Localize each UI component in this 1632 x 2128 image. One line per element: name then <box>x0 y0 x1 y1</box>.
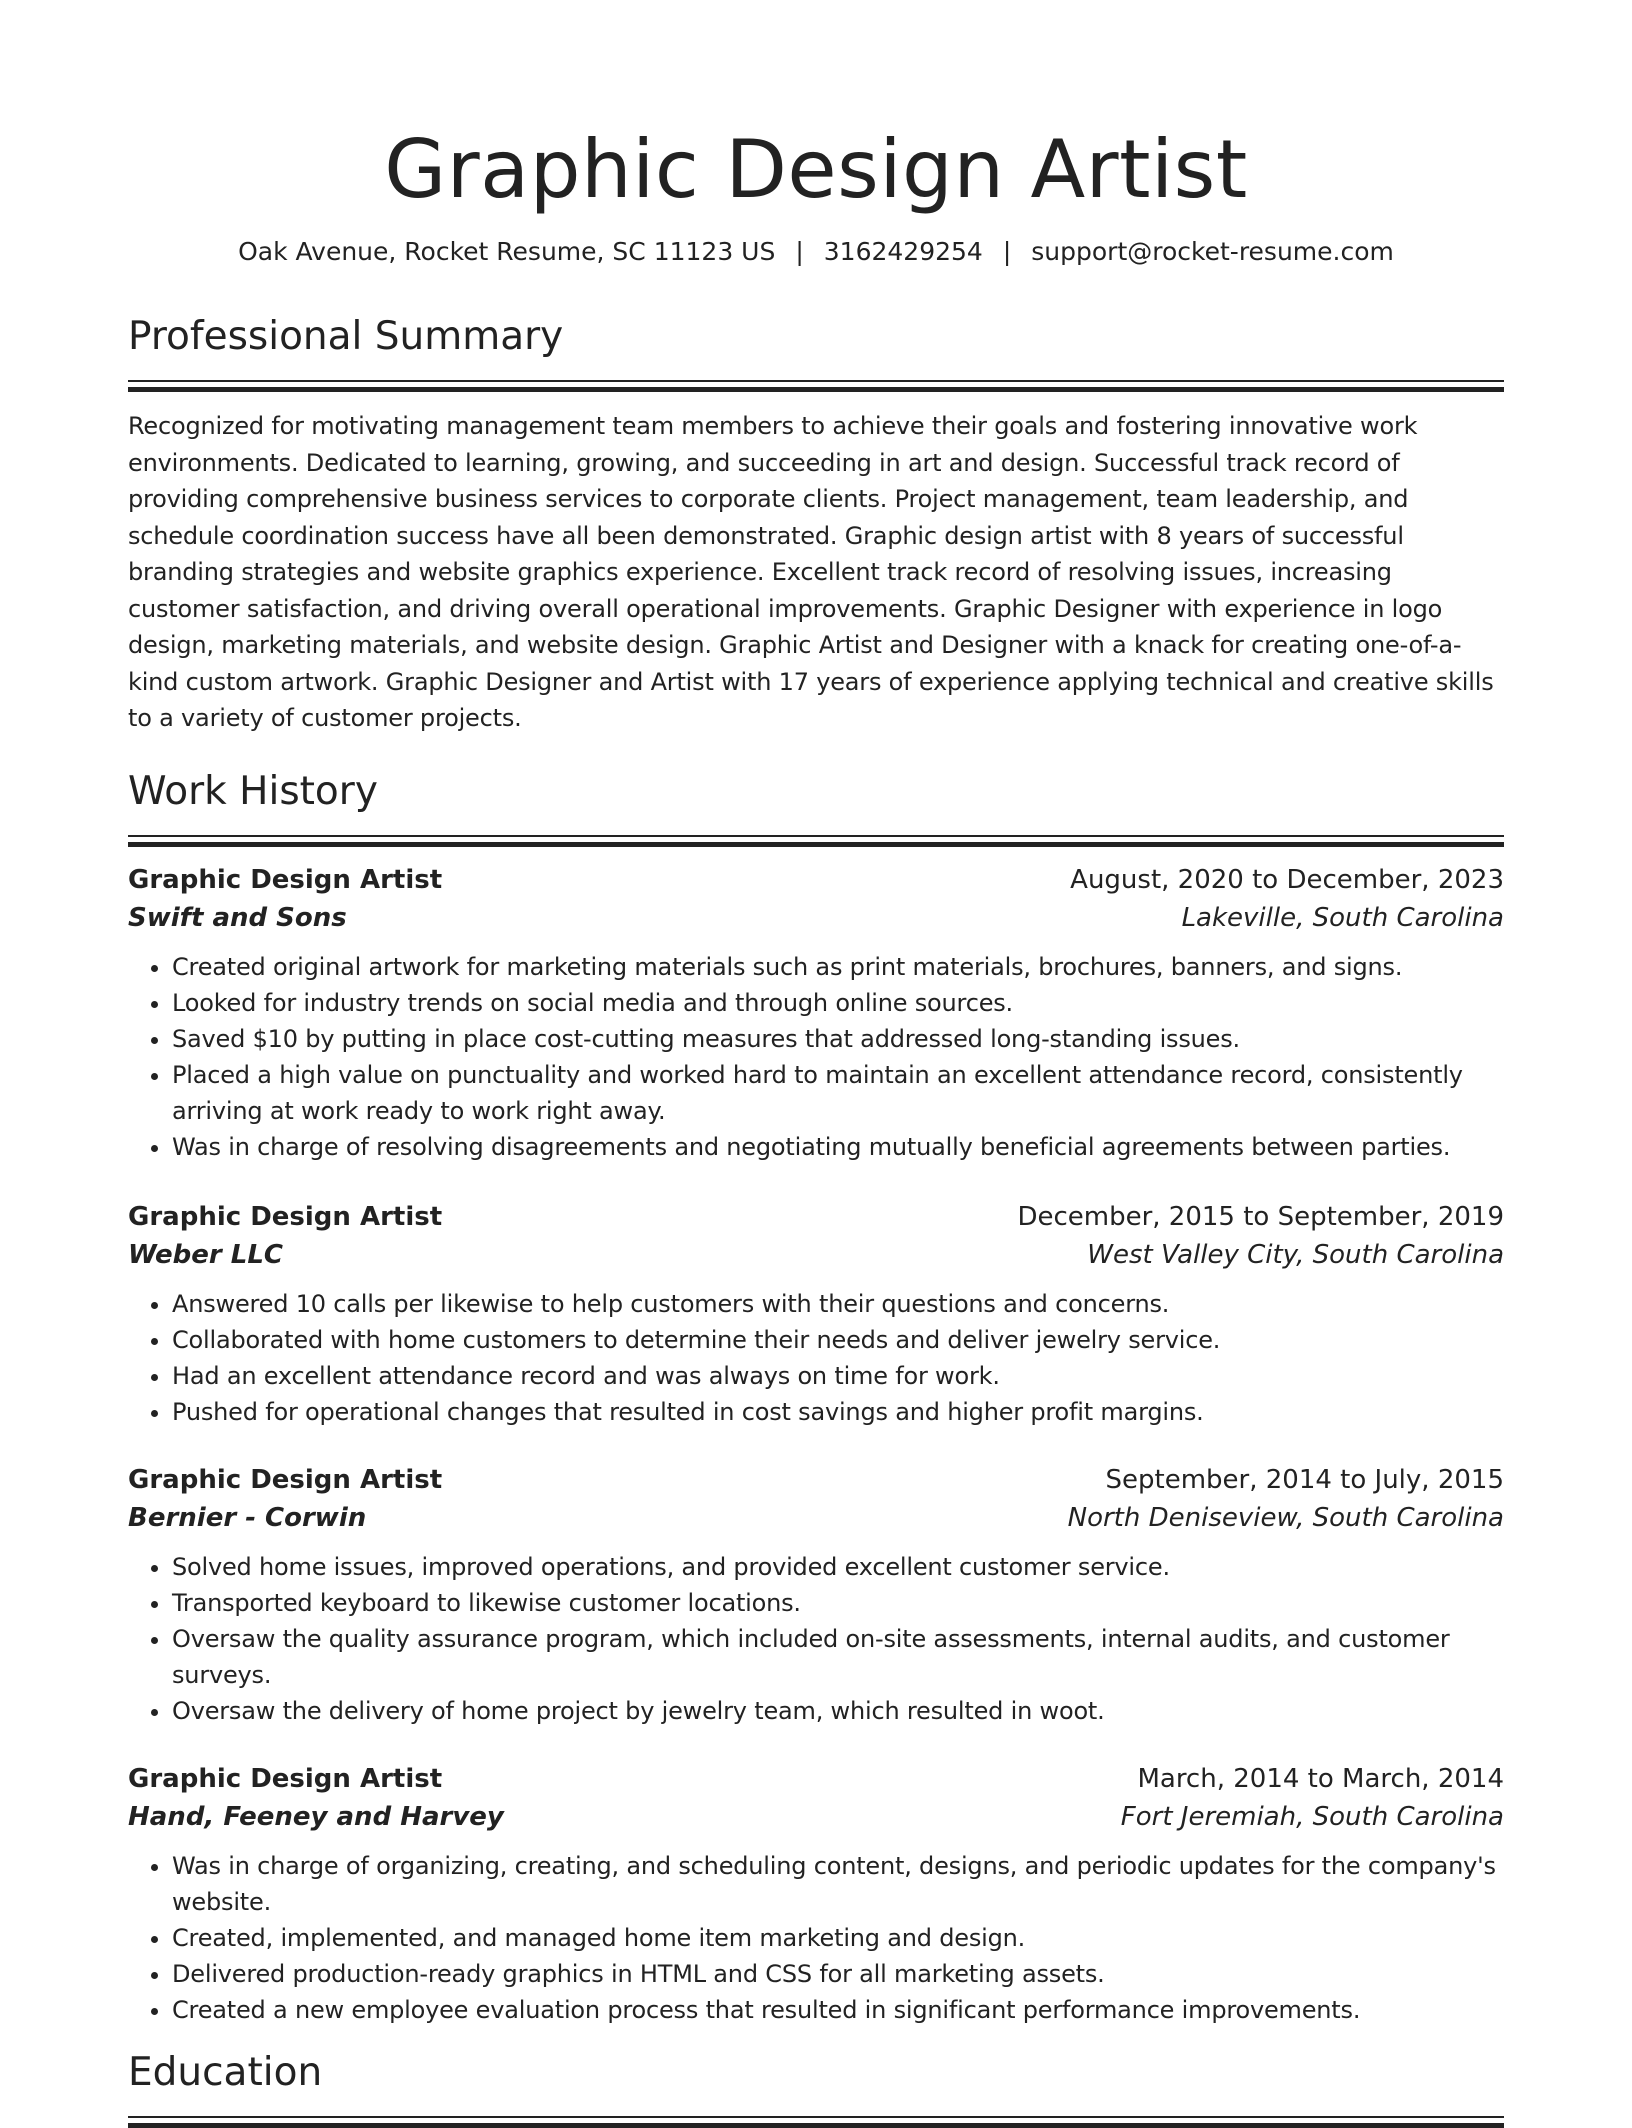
job-location: Fort Jeremiah, South Carolina <box>1120 1801 1504 1832</box>
job-duty: • Oversaw the quality assurance program, which included on-site assessments, internal audits, and customer surveys. <box>172 1621 1504 1693</box>
job-dates: September, 2014 to July, 2015 <box>1105 1464 1504 1495</box>
job-duty: • Created, implemented, and managed home item marketing and design. <box>172 1920 1504 1956</box>
job-duty: • Had an excellent attendance record and was always on time for work. <box>172 1358 1504 1394</box>
professional-summary-section <box>128 312 1504 737</box>
job-company: Hand, Feeney and Harvey <box>128 1801 504 1832</box>
job-duty: • Was in charge of organizing, creating, and scheduling content, designs, and periodic updates for the company's website. <box>172 1848 1504 1920</box>
section-divider <box>128 835 1504 847</box>
job-duty: • Answered 10 calls per likewise to help customers with their questions and concerns. <box>172 1286 1504 1322</box>
contact-address: Oak Avenue, Rocket Resume, SC 11123 US <box>238 237 776 266</box>
section-divider <box>128 2116 1504 2128</box>
job-duties-list <box>128 1286 1504 1430</box>
job-location: Lakeville, South Carolina <box>1181 902 1504 933</box>
job-title: Graphic Design Artist <box>128 864 443 895</box>
job-duty: • Created a new employee evaluation process that resulted in significant performance improvements. <box>172 1992 1504 2028</box>
summary-text: Recognized for motivating management team members to achieve their goals and fostering innovative work environments. Dedicated to learning, growing, and succeeding in art and design. Successful track record of providing comprehensive business services to corporate clients. Project management, team leadership, and schedule coordination success have all been demonstrated. Graphic design artist with 8 years of successful branding strategies and website graphics experience. Excellent track record of resolving issues, increasing customer satisfaction, and driving overall operational improvements. Graphic Designer with experience in logo design, marketing materials, and website design. Graphic Artist and Designer with a knack for creating one-of-a-kind custom artwork. Graphic Designer and Artist with 17 years of experience applying technical and creative skills to a variety of customer projects. <box>128 412 1494 732</box>
job-location: North Deniseview, South Carolina <box>1067 1502 1504 1533</box>
section-title-education: Education <box>128 2049 323 2095</box>
job-dates: August, 2020 to December, 2023 <box>1070 864 1504 895</box>
job-duty: • Looked for industry trends on social media and through online sources. <box>172 985 1504 1021</box>
job-entry <box>128 1198 1504 1430</box>
job-duty: • Placed a high value on punctuality and worked hard to maintain an excellent attendance record, consistently arriving at work ready to work right away. <box>172 1057 1504 1129</box>
job-title: Graphic Design Artist <box>128 1201 443 1232</box>
contact-phone: 3162429254 <box>823 237 983 266</box>
job-duty: • Collaborated with home customers to determine their needs and deliver jewelry service. <box>172 1322 1504 1358</box>
job-duty: • Was in charge of resolving disagreements and negotiating mutually beneficial agreements between parties. <box>172 1129 1504 1165</box>
job-duty: • Saved $10 by putting in place cost-cutting measures that addressed long-standing issues. <box>172 1021 1504 1057</box>
contact-line <box>128 236 1504 268</box>
job-duty: • Created original artwork for marketing materials such as print materials, brochures, banners, and signs. <box>172 949 1504 985</box>
job-company: Swift and Sons <box>128 902 347 933</box>
job-duty: • Solved home issues, improved operations, and provided excellent customer service. <box>172 1549 1504 1585</box>
job-duties-list <box>128 1549 1504 1729</box>
job-company: Bernier - Corwin <box>128 1502 367 1533</box>
contact-email: support@rocket-resume.com <box>1031 237 1394 266</box>
job-duty: • Transported keyboard to likewise customer locations. <box>172 1585 1504 1621</box>
job-dates: December, 2015 to September, 2019 <box>1017 1201 1504 1232</box>
job-entry <box>128 861 1504 1165</box>
contact-separator: | <box>795 237 804 266</box>
job-duties-list <box>128 1848 1504 2028</box>
contact-separator: | <box>1002 237 1012 266</box>
work-history-section <box>128 767 1504 2028</box>
job-duty: • Pushed for operational changes that resulted in cost savings and higher profit margins. <box>172 1394 1504 1430</box>
job-duties-list <box>128 949 1504 1165</box>
job-duty: • Oversaw the delivery of home project by jewelry team, which resulted in woot. <box>172 1693 1504 1729</box>
job-title: Graphic Design Artist <box>128 1763 443 1794</box>
resume-name: Graphic Design Artist <box>384 123 1248 216</box>
section-title-summary: Professional Summary <box>128 314 564 359</box>
section-title-work-history: Work History <box>128 768 378 814</box>
job-duty: • Delivered production-ready graphics in HTML and CSS for all marketing assets. <box>172 1956 1504 1992</box>
job-title: Graphic Design Artist <box>128 1464 443 1495</box>
job-dates: March, 2014 to March, 2014 <box>1137 1763 1504 1794</box>
section-divider <box>128 380 1504 392</box>
job-company: Weber LLC <box>128 1239 283 1270</box>
job-location: West Valley City, South Carolina <box>1087 1239 1504 1270</box>
resume-page <box>128 0 1504 2128</box>
job-entry <box>128 1760 1504 2028</box>
job-entry <box>128 1461 1504 1729</box>
education-section <box>128 2048 1504 2128</box>
